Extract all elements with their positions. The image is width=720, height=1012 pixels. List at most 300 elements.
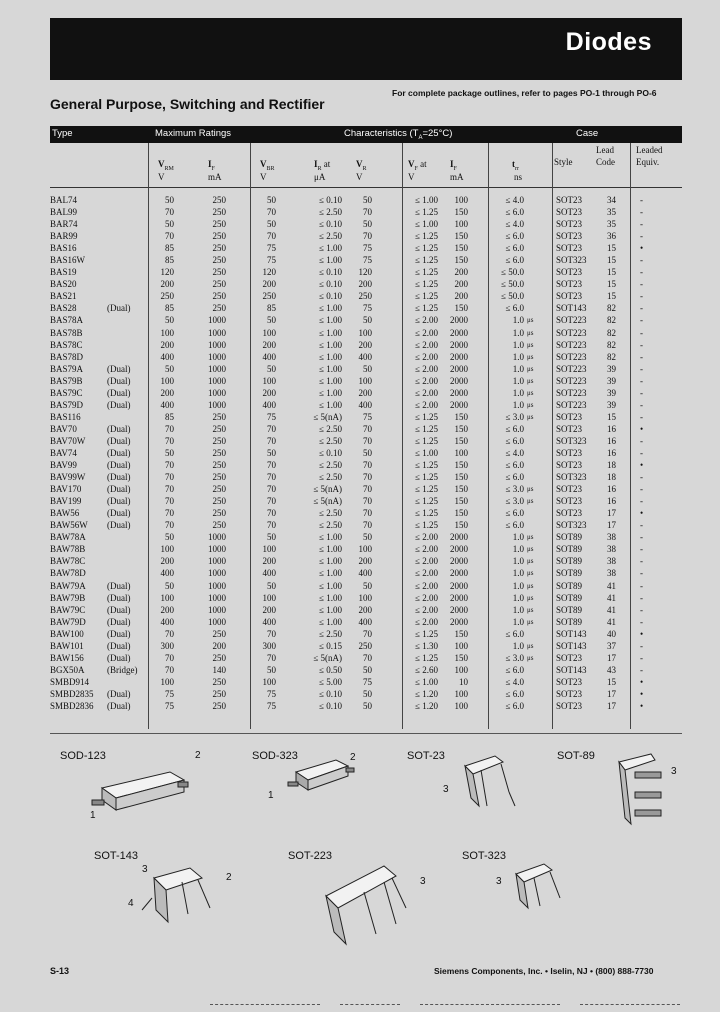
cell-trr: ≤ 3.0 (505, 411, 524, 422)
cell-type: BAS16W (50, 255, 86, 266)
header-case: Case (576, 128, 599, 139)
cell-vbr: 100 (262, 327, 276, 338)
cell-vrm: 200 (160, 339, 174, 350)
cell-trr: 1.0 (512, 375, 524, 386)
cell-vr: 200 (358, 279, 372, 290)
diode-table-body (50, 194, 682, 712)
cell-code: 17 (607, 652, 616, 663)
table-row (50, 604, 682, 616)
cell-style: SOT23 (556, 676, 583, 687)
cell-leaded: - (640, 592, 643, 603)
table-row (50, 218, 682, 230)
cell-vbr: 70 (267, 508, 276, 519)
cell-trr: 1.0 (512, 315, 524, 326)
cell-trr: ≤ 6.0 (505, 231, 524, 242)
cell-leaded: - (640, 411, 643, 422)
cell-trr: ≤ 3.0 (505, 484, 524, 495)
cell-vf: ≤ 1.25 (415, 231, 438, 242)
cell-vrm: 200 (160, 604, 174, 615)
cell-type: BGX50A (50, 664, 85, 675)
cell-vf: ≤ 2.00 (415, 592, 438, 603)
sot23-package (405, 748, 525, 818)
cell-vbr: 70 (267, 435, 276, 446)
cell-type: BAV70W (50, 435, 86, 446)
cell-vf: ≤ 1.25 (415, 472, 438, 483)
cell-vr: 70 (363, 520, 372, 531)
cell-tu: μs (527, 388, 534, 397)
cell-vrm: 200 (160, 387, 174, 398)
subhdr-ir: $I_R$ at (314, 159, 331, 172)
footer-dash-line (580, 1004, 680, 1005)
cell-ifc: 150 (454, 460, 468, 471)
cell-if: 250 (212, 628, 226, 639)
cell-vr: 400 (358, 616, 372, 627)
cell-if: 250 (212, 267, 226, 278)
cell-vr: 50 (363, 532, 372, 543)
cell-leaded: • (640, 628, 644, 639)
cell-vf: ≤ 2.60 (415, 664, 438, 675)
table-subheader (50, 143, 682, 188)
cell-vbr: 75 (267, 243, 276, 254)
cell-trr: ≤ 3.0 (505, 496, 524, 507)
cell-vr: 50 (363, 219, 372, 230)
cell-ir: ≤ 1.00 (319, 339, 342, 350)
cell-vbr: 70 (267, 652, 276, 663)
cell-type: BAS116 (50, 411, 81, 422)
cell-type: BAS16 (50, 243, 77, 254)
cell-vbr: 70 (267, 231, 276, 242)
cell-style: SOT323 (556, 435, 587, 446)
cell-ifc: 150 (454, 207, 468, 218)
cell-code: 39 (607, 399, 616, 410)
cell-vf: ≤ 1.25 (415, 303, 438, 314)
cell-type: BAS78D (50, 351, 84, 362)
cell-if: 250 (212, 688, 226, 699)
cell-ifc: 150 (454, 411, 468, 422)
cell-ir: ≤ 0.15 (319, 640, 342, 651)
cell-vr: 50 (363, 580, 372, 591)
cell-style: SOT23 (556, 291, 583, 302)
cell-ir: ≤ 0.10 (319, 291, 342, 302)
sod123-label: SOD-123 (60, 750, 106, 762)
cell-ifc: 100 (454, 700, 468, 711)
table-row (50, 278, 682, 290)
cell-vrm: 100 (160, 375, 174, 386)
cell-style: SOT223 (556, 375, 587, 386)
cell-vf: ≤ 2.00 (415, 363, 438, 374)
sot89-drawing (555, 748, 685, 828)
table-row (50, 700, 682, 712)
cell-ifc: 2000 (450, 544, 468, 555)
cell-ir: ≤ 0.50 (319, 664, 342, 675)
cell-vr: 70 (363, 628, 372, 639)
cell-code: 35 (607, 207, 616, 218)
cell-code: 34 (607, 195, 616, 205)
cell-if: 250 (212, 219, 226, 230)
cell-vbr: 200 (262, 604, 276, 615)
table-row (50, 375, 682, 387)
cell-vr: 250 (358, 640, 372, 651)
cell-vf: ≤ 1.25 (415, 520, 438, 531)
cell-ir: ≤ 1.00 (319, 351, 342, 362)
table-row (50, 616, 682, 628)
cell-ifc: 2000 (450, 315, 468, 326)
cell-leaded: - (640, 279, 643, 290)
sot143-package (92, 848, 252, 928)
cell-vf: ≤ 1.25 (415, 279, 438, 290)
cell-vbr: 70 (267, 628, 276, 639)
cell-style: SOT223 (556, 387, 587, 398)
cell-vr: 75 (363, 303, 372, 314)
cell-leaded: - (640, 291, 643, 302)
cell-if: 250 (212, 520, 226, 531)
cell-trr: ≤ 6.0 (505, 664, 524, 675)
cell-vrm: 400 (160, 351, 174, 362)
cell-vrm: 70 (165, 628, 174, 639)
cell-ir: ≤ 1.00 (319, 327, 342, 338)
sod323-label: SOD-323 (252, 750, 298, 762)
cell-vf: ≤ 1.00 (415, 447, 438, 458)
cell-if: 250 (212, 676, 226, 687)
cell-ifc: 2000 (450, 580, 468, 591)
table-row (50, 194, 682, 206)
cell-leaded: - (640, 351, 643, 362)
sot223-label: SOT-223 (288, 850, 333, 862)
cell-note: (Dual) (107, 435, 131, 446)
header-type: Type (52, 128, 73, 139)
cell-leaded: - (640, 399, 643, 410)
cell-vbr: 400 (262, 351, 276, 362)
cell-type: BAW56W (50, 520, 88, 531)
cell-tu: μs (527, 557, 534, 566)
cell-code: 16 (607, 447, 616, 458)
cell-vf: ≤ 1.30 (415, 640, 438, 651)
cell-if: 1000 (208, 532, 226, 543)
cell-leaded: - (640, 231, 643, 242)
cell-vr: 70 (363, 652, 372, 663)
cell-vrm: 50 (165, 195, 174, 205)
cell-ifc: 150 (454, 255, 468, 266)
cell-ifc: 150 (454, 628, 468, 639)
table-row (50, 302, 682, 314)
cell-type: BAV74 (50, 447, 77, 458)
cell-trr: ≤ 4.0 (505, 676, 524, 687)
cell-if: 1000 (208, 351, 226, 362)
cell-code: 41 (607, 604, 616, 615)
cell-code: 36 (607, 231, 616, 242)
cell-style: SOT23 (556, 700, 583, 711)
cell-vr: 200 (358, 387, 372, 398)
cell-vr: 400 (358, 399, 372, 410)
cell-vr: 200 (358, 556, 372, 567)
cell-vf: ≤ 1.25 (415, 652, 438, 663)
cell-vrm: 400 (160, 399, 174, 410)
cell-vr: 400 (358, 568, 372, 579)
cell-ifc: 2000 (450, 351, 468, 362)
cell-if: 1000 (208, 556, 226, 567)
cell-code: 17 (607, 688, 616, 699)
subhdr-vrm: $V_{RM}$ (158, 159, 174, 172)
table-row (50, 555, 682, 567)
cell-tu: μs (527, 364, 534, 373)
cell-note: (Dual) (107, 460, 131, 471)
cell-code: 15 (607, 243, 616, 254)
cell-style: SOT89 (556, 532, 583, 543)
cell-ifc: 2000 (450, 363, 468, 374)
cell-ifc: 150 (454, 520, 468, 531)
cell-type: BAR99 (50, 231, 78, 242)
cell-type: BAW101 (50, 640, 84, 651)
cell-trr: 1.0 (512, 556, 524, 567)
cell-vrm: 100 (160, 676, 174, 687)
cell-trr: ≤ 6.0 (505, 472, 524, 483)
cell-vrm: 50 (165, 532, 174, 543)
company-footer: Siemens Components, Inc. • Iselin, NJ • (800) 888-7730 (434, 966, 654, 976)
cell-if: 200 (212, 640, 226, 651)
cell-ifc: 2000 (450, 375, 468, 386)
cell-if: 1000 (208, 363, 226, 374)
cell-if: 1000 (208, 568, 226, 579)
cell-style: SOT23 (556, 195, 583, 205)
cell-code: 38 (607, 532, 616, 543)
cell-style: SOT23 (556, 219, 583, 230)
cell-style: SOT23 (556, 688, 583, 699)
cell-vbr: 70 (267, 484, 276, 495)
title-banner (50, 18, 682, 80)
footer-dash-line (340, 1004, 400, 1005)
cell-vr: 70 (363, 231, 372, 242)
cell-code: 82 (607, 315, 616, 326)
cell-tu: μs (527, 376, 534, 385)
cell-type: BAS21 (50, 291, 77, 302)
cell-leaded: - (640, 339, 643, 350)
cell-vrm: 400 (160, 616, 174, 627)
cell-tu: μs (527, 412, 534, 421)
cell-vrm: 85 (165, 411, 174, 422)
cell-ir: ≤ 1.00 (319, 580, 342, 591)
cell-tu: μs (527, 328, 534, 337)
cell-if: 250 (212, 207, 226, 218)
cell-code: 38 (607, 544, 616, 555)
cell-type: SMBD2835 (50, 688, 94, 699)
cell-vbr: 50 (267, 195, 276, 205)
cell-vr: 70 (363, 472, 372, 483)
cell-vf: ≤ 1.25 (415, 435, 438, 446)
cell-leaded: - (640, 327, 643, 338)
cell-if: 250 (212, 279, 226, 290)
sod323-pin2: 2 (350, 752, 356, 763)
cell-tu: μs (527, 617, 534, 626)
cell-vr: 100 (358, 544, 372, 555)
cell-ifc: 200 (454, 279, 468, 290)
cell-vf: ≤ 1.25 (415, 496, 438, 507)
cell-note: (Dual) (107, 496, 131, 507)
table-row (50, 314, 682, 326)
cell-leaded: - (640, 303, 643, 314)
cell-vr: 70 (363, 508, 372, 519)
table-bottom-rule (50, 733, 682, 734)
cell-ifc: 150 (454, 472, 468, 483)
cell-type: BAS78A (50, 315, 84, 326)
cell-type: BAV99 (50, 460, 77, 471)
cell-vbr: 200 (262, 556, 276, 567)
cell-vf: ≤ 2.00 (415, 327, 438, 338)
cell-note: (Dual) (107, 640, 131, 651)
cell-vf: ≤ 1.25 (415, 243, 438, 254)
cell-ifc: 100 (454, 219, 468, 230)
cell-vf: ≤ 2.00 (415, 532, 438, 543)
cell-ir: ≤ 5(nA) (313, 652, 342, 663)
cell-vrm: 85 (165, 243, 174, 254)
cell-vf: ≤ 2.00 (415, 315, 438, 326)
cell-vrm: 70 (165, 460, 174, 471)
cell-code: 16 (607, 496, 616, 507)
cell-vr: 50 (363, 664, 372, 675)
cell-ir: ≤ 2.50 (319, 423, 342, 434)
cell-trr: ≤ 6.0 (505, 243, 524, 254)
subhdr-vr-unit: V (356, 172, 363, 182)
cell-vf: ≤ 2.00 (415, 375, 438, 386)
cell-vrm: 120 (160, 267, 174, 278)
table-row (50, 471, 682, 483)
cell-note: (Dual) (107, 700, 131, 711)
cell-leaded: - (640, 267, 643, 278)
cell-leaded: • (640, 423, 644, 434)
cell-style: SOT223 (556, 339, 587, 350)
cell-vbr: 50 (267, 532, 276, 543)
cell-ifc: 150 (454, 508, 468, 519)
cell-ifc: 150 (454, 652, 468, 663)
cell-vrm: 70 (165, 496, 174, 507)
package-outline-note: For complete package outlines, refer to pages PO-1 through PO-6 (392, 88, 657, 98)
cell-type: BAS79B (50, 375, 83, 386)
cell-code: 35 (607, 219, 616, 230)
cell-trr: ≤ 6.0 (505, 303, 524, 314)
cell-vf: ≤ 2.00 (415, 556, 438, 567)
cell-code: 15 (607, 411, 616, 422)
cell-if: 250 (212, 423, 226, 434)
cell-vf: ≤ 1.25 (415, 423, 438, 434)
cell-note: (Dual) (107, 604, 131, 615)
cell-ir: ≤ 5(nA) (313, 496, 342, 507)
cell-ir: ≤ 2.50 (319, 435, 342, 446)
cell-if: 250 (212, 508, 226, 519)
cell-ifc: 10 (459, 676, 468, 687)
cell-ir: ≤ 1.00 (319, 243, 342, 254)
cell-vrm: 70 (165, 423, 174, 434)
cell-ir: ≤ 0.10 (319, 279, 342, 290)
cell-note: (Dual) (107, 423, 131, 434)
cell-style: SOT223 (556, 399, 587, 410)
sod123-package (60, 748, 210, 828)
cell-style: SOT143 (556, 640, 587, 651)
cell-note: (Dual) (107, 303, 131, 314)
cell-note: (Dual) (107, 375, 131, 386)
cell-if: 250 (212, 435, 226, 446)
cell-vrm: 300 (160, 640, 174, 651)
subhdr-if-unit: mA (208, 172, 222, 182)
cell-if: 1000 (208, 327, 226, 338)
cell-vr: 75 (363, 255, 372, 266)
cell-code: 37 (607, 640, 616, 651)
cell-vr: 75 (363, 411, 372, 422)
cell-ir: ≤ 1.00 (319, 399, 342, 410)
cell-code: 17 (607, 508, 616, 519)
cell-style: SOT23 (556, 484, 583, 495)
cell-trr: ≤ 6.0 (505, 207, 524, 218)
cell-vrm: 100 (160, 327, 174, 338)
cell-vf: ≤ 1.25 (415, 255, 438, 266)
cell-style: SOT223 (556, 351, 587, 362)
cell-trr: 1.0 (512, 327, 524, 338)
cell-vf: ≤ 2.00 (415, 544, 438, 555)
cell-if: 250 (212, 255, 226, 266)
cell-leaded: - (640, 544, 643, 555)
cell-style: SOT89 (556, 616, 583, 627)
cell-leaded: - (640, 435, 643, 446)
table-row (50, 387, 682, 399)
cell-ifc: 150 (454, 243, 468, 254)
cell-code: 15 (607, 291, 616, 302)
cell-trr: ≤ 6.0 (505, 435, 524, 446)
cell-vrm: 75 (165, 688, 174, 699)
cell-trr: 1.0 (512, 616, 524, 627)
cell-trr: ≤ 4.0 (505, 219, 524, 230)
cell-vr: 70 (363, 423, 372, 434)
cell-vrm: 400 (160, 568, 174, 579)
cell-trr: 1.0 (512, 339, 524, 350)
cell-ir: ≤ 2.50 (319, 520, 342, 531)
sot23-label: SOT-23 (407, 750, 445, 762)
cell-leaded: - (640, 640, 643, 651)
cell-ifc: 2000 (450, 556, 468, 567)
table-row (50, 339, 682, 351)
cell-vbr: 75 (267, 688, 276, 699)
cell-trr: ≤ 6.0 (505, 700, 524, 711)
cell-if: 1000 (208, 387, 226, 398)
cell-style: SOT23 (556, 508, 583, 519)
cell-ir: ≤ 1.00 (319, 303, 342, 314)
cell-leaded: - (640, 195, 643, 205)
cell-ifc: 2000 (450, 568, 468, 579)
cell-code: 39 (607, 363, 616, 374)
table-row (50, 399, 682, 411)
cell-ir: ≤ 1.00 (319, 532, 342, 543)
cell-code: 16 (607, 435, 616, 446)
cell-style: SOT23 (556, 243, 583, 254)
cell-type: BAV99W (50, 472, 86, 483)
cell-vrm: 70 (165, 484, 174, 495)
header-max-ratings: Maximum Ratings (155, 128, 232, 139)
cell-ifc: 100 (454, 195, 468, 205)
cell-ir: ≤ 2.50 (319, 508, 342, 519)
cell-vrm: 70 (165, 435, 174, 446)
cell-ir: ≤ 1.00 (319, 255, 342, 266)
cell-type: BAW79D (50, 616, 86, 627)
cell-code: 38 (607, 568, 616, 579)
cell-tu: μs (527, 497, 534, 506)
table-row (50, 580, 682, 592)
cell-vr: 50 (363, 195, 372, 205)
cell-code: 38 (607, 556, 616, 567)
cell-type: BAV199 (50, 496, 82, 507)
cell-type: BAW78A (50, 532, 86, 543)
cell-note: (Dual) (107, 447, 131, 458)
subhdr-ifc-unit: mA (450, 172, 464, 182)
cell-trr: ≤ 4.0 (505, 195, 524, 205)
cell-style: SOT223 (556, 315, 587, 326)
cell-style: SOT23 (556, 496, 583, 507)
